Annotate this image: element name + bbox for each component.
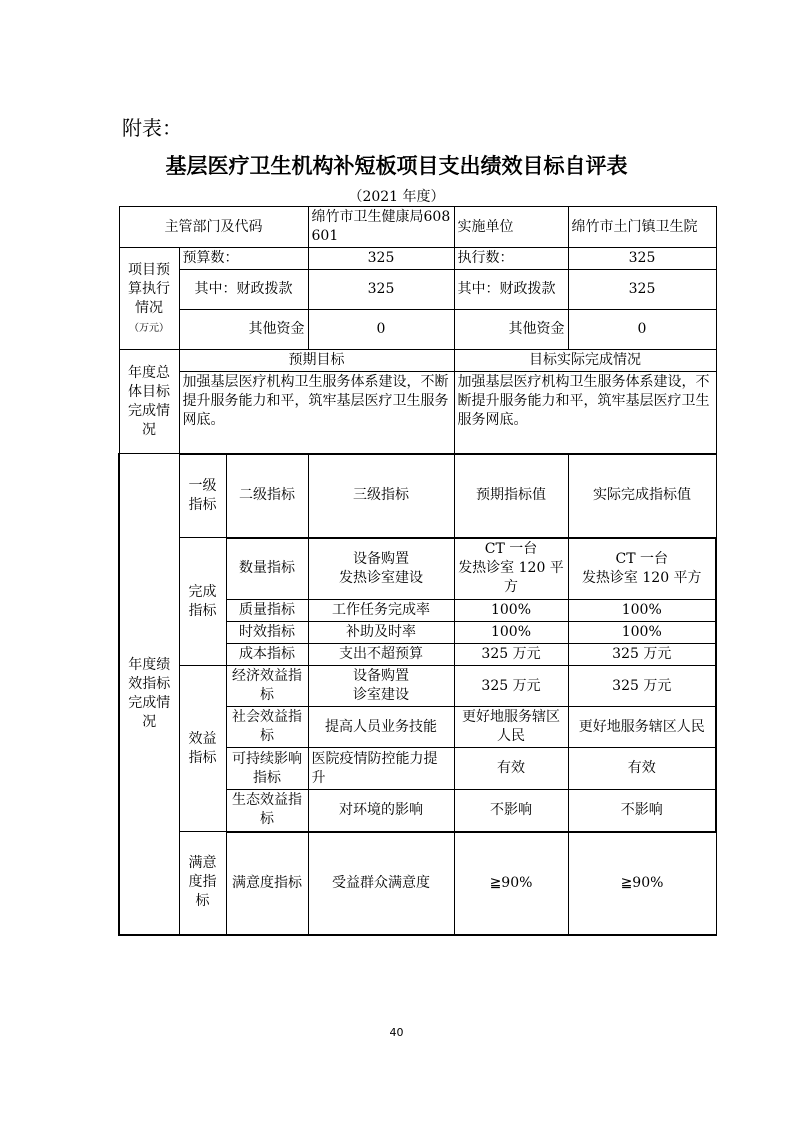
row-actual: CT 一台 发热诊室 120 平方: [568, 538, 716, 600]
dept-label: 主管部门及代码: [119, 207, 308, 248]
fiscal-value: 325: [308, 270, 454, 310]
row-level3: 设备购置 诊室建设: [308, 666, 454, 707]
row-expected: 100%: [454, 622, 568, 644]
unit-label: 实施单位: [454, 207, 568, 248]
row-level2: 质量指标: [226, 600, 308, 622]
row-actual: 325 万元: [568, 666, 716, 707]
row-expected: 有效: [454, 748, 568, 790]
expected-goal-header: 预期目标: [179, 350, 454, 372]
goals-section-label: 年度总体目标完成情况: [119, 350, 179, 454]
fiscal-label-right: 其中：财政拨款: [454, 270, 568, 310]
budget-value: 325: [308, 248, 454, 270]
form-year: （2021 年度）: [348, 189, 445, 205]
other-value: 0: [308, 310, 454, 350]
row-level3: 提高人员业务技能: [308, 707, 454, 748]
fiscal-value-right: 325: [568, 270, 716, 310]
col-level3-header: 三级指标: [308, 454, 454, 538]
budget-section-label: 项目预算执行情况 （万元）: [119, 248, 179, 350]
row-level2: 社会效益指标: [226, 707, 308, 748]
row-level2: 生态效益指标: [226, 790, 308, 832]
row-actual: 更好地服务辖区人民: [568, 707, 716, 748]
row-actual: 325 万元: [568, 644, 716, 666]
row-level3: 医院疫情防控能力提升: [308, 748, 454, 790]
satisfaction-indicator-label: 满意度指标: [179, 832, 226, 935]
row-expected: 100%: [454, 600, 568, 622]
row-expected: 325 万元: [454, 666, 568, 707]
budget-label: 预算数：: [179, 248, 308, 270]
row-actual: 100%: [568, 622, 716, 644]
evaluation-table: [118, 206, 717, 936]
row-level2: 经济效益指标: [226, 666, 308, 707]
fiscal-label: 其中：财政拨款: [179, 270, 308, 310]
other-value-right: 0: [568, 310, 716, 350]
row-level2: 时效指标: [226, 622, 308, 644]
budget-unit-note: （万元）: [129, 322, 169, 334]
row-level2: 满意度指标: [226, 832, 308, 935]
col-expected-header: 预期指标值: [454, 454, 568, 538]
actual-goal-text: 加强基层医疗机构卫生服务体系建设，不断提升服务能力和平，筑牢基层医疗卫生服务网底。: [454, 372, 716, 454]
other-label: 其他资金: [179, 310, 308, 350]
row-level3: 对环境的影响: [308, 790, 454, 832]
row-actual: 不影响: [568, 790, 716, 832]
row-actual: 100%: [568, 600, 716, 622]
expected-goal-text: 加强基层医疗机构卫生服务体系建设，不断提升服务能力和平，筑牢基层医疗卫生服务网底。: [179, 372, 454, 454]
row-level2: 成本指标: [226, 644, 308, 666]
col-level1-header: 一级指标: [179, 454, 226, 538]
completion-indicator-label: 完成指标: [179, 538, 226, 666]
exec-value: 325: [568, 248, 716, 270]
row-level3: 设备购置 发热诊室建设: [308, 538, 454, 600]
row-expected: 325 万元: [454, 644, 568, 666]
dept-value: 绵竹市卫生健康局608601: [308, 207, 454, 248]
page-number: 40: [389, 1026, 404, 1039]
row-level3: 补助及时率: [308, 622, 454, 644]
row-actual: 有效: [568, 748, 716, 790]
row-expected: ≧90%: [454, 832, 568, 935]
performance-section-label: 年度绩效指标完成情况: [119, 454, 179, 935]
form-title: 基层医疗卫生机构补短板项目支出绩效目标自评表: [165, 154, 628, 178]
row-expected: 更好地服务辖区人民: [454, 707, 568, 748]
col-level2-header: 二级指标: [226, 454, 308, 538]
row-expected: CT 一台 发热诊室 120 平方: [454, 538, 568, 600]
row-level3: 受益群众满意度: [308, 832, 454, 935]
exec-label: 执行数：: [454, 248, 568, 270]
row-level3: 支出不超预算: [308, 644, 454, 666]
actual-goal-header: 目标实际完成情况: [454, 350, 716, 372]
row-expected: 不影响: [454, 790, 568, 832]
row-actual: ≧90%: [568, 832, 716, 935]
row-level3: 工作任务完成率: [308, 600, 454, 622]
other-label-right: 其他资金: [454, 310, 568, 350]
unit-value: 绵竹市土门镇卫生院: [568, 207, 716, 248]
attachment-label: 附表：: [122, 116, 182, 140]
benefit-indicator-label: 效益指标: [179, 666, 226, 832]
col-actual-header: 实际完成指标值: [568, 454, 716, 538]
row-level2: 数量指标: [226, 538, 308, 600]
row-level2: 可持续影响指标: [226, 748, 308, 790]
